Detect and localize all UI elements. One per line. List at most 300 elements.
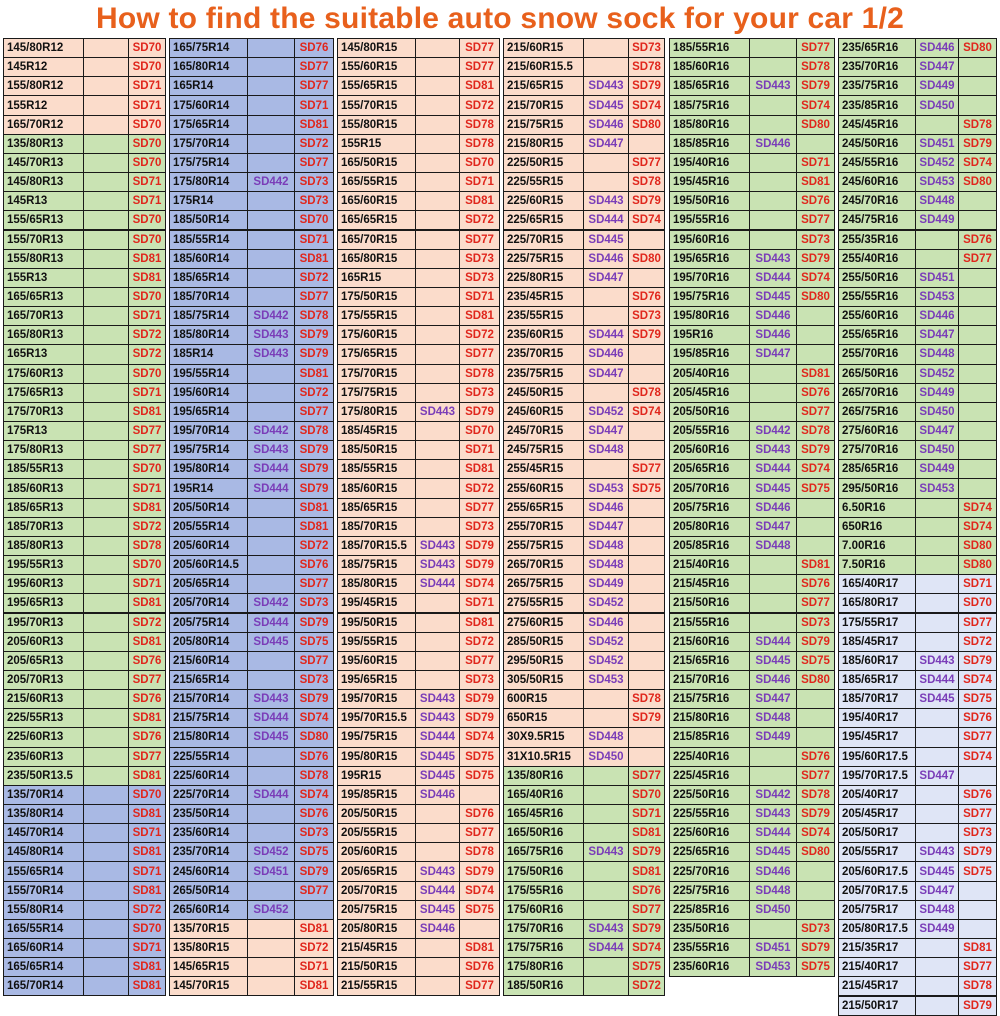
tire-size: 185/65R15 — [338, 499, 416, 517]
sock-code-alt: SD446 — [584, 250, 629, 268]
table-row — [3, 57, 166, 77]
sock-code: SD81 — [132, 961, 162, 974]
sock-code: SD70 — [963, 597, 992, 610]
tire-size: 225/50R15 — [504, 154, 584, 172]
table-row — [169, 613, 334, 633]
tire-size: 155/80R14 — [4, 901, 84, 919]
sock-code: SD78 — [632, 176, 661, 189]
tire-size: 175/70R13 — [4, 403, 84, 421]
sock-code-alt: SD452 — [584, 633, 629, 651]
sock-code: SD72 — [963, 635, 992, 648]
sock-code-alt — [416, 58, 460, 76]
sock-code-alt: SD443 — [416, 537, 460, 555]
tire-size: 235/55R16 — [670, 939, 750, 957]
table-row — [169, 823, 334, 843]
sock-code-alt: SD449 — [750, 728, 797, 746]
tire-size: 235/45R15 — [504, 288, 584, 306]
tire-size: 165R15 — [338, 269, 416, 287]
sock-code-alt: SD446 — [916, 39, 959, 57]
tire-size: 205/70R15 — [338, 882, 416, 900]
sock-code — [629, 135, 664, 153]
table-row — [337, 191, 500, 211]
tire-size: 195/60R17.5 — [839, 748, 916, 766]
sock-code-alt — [584, 882, 629, 900]
sock-code: SD70 — [132, 156, 162, 169]
sock-code-alt: SD448 — [584, 728, 629, 746]
tire-size: 255/35R16 — [839, 231, 916, 249]
sock-code-alt — [84, 728, 129, 746]
table-row — [3, 325, 166, 345]
tire-size: 185/55R14 — [170, 231, 248, 249]
sock-code: SD81 — [465, 942, 494, 955]
tire-size: 175/70R16 — [504, 920, 584, 938]
tire-size: 195/55R14 — [170, 365, 248, 383]
tire-size: 255/75R15 — [504, 537, 584, 555]
sock-code-alt — [84, 58, 129, 76]
sock-code — [959, 479, 996, 497]
tire-size: 245/70R16 — [839, 192, 916, 210]
table-row — [669, 938, 835, 958]
sock-code-alt — [750, 575, 797, 593]
tire-size: 185/65R17 — [839, 671, 916, 689]
sock-code-alt — [84, 135, 129, 153]
sock-code: SD70 — [465, 156, 494, 169]
sock-code-alt — [248, 805, 295, 823]
sock-code-alt — [248, 403, 295, 421]
sock-code-alt — [750, 403, 797, 421]
sock-code: SD74 — [632, 214, 661, 227]
sock-code: SD73 — [801, 922, 830, 935]
table-row — [838, 861, 997, 881]
sock-code: SD70 — [132, 788, 162, 801]
table-row — [838, 268, 997, 288]
sock-code — [797, 326, 834, 344]
table-row — [503, 555, 665, 575]
table-row — [337, 708, 500, 728]
sock-code-alt — [84, 882, 129, 900]
sock-code-alt — [84, 365, 129, 383]
sock-code-alt: SD443 — [750, 250, 797, 268]
tire-size: 175/65R14 — [170, 116, 248, 134]
table-row — [838, 996, 997, 1016]
sock-code-alt — [84, 690, 129, 708]
tire-size: 6.50R16 — [839, 499, 916, 517]
sock-code: SD71 — [132, 80, 162, 93]
sock-code-alt: SD444 — [248, 614, 295, 632]
tire-size: 165/70R15 — [338, 231, 416, 249]
table-row — [3, 804, 166, 824]
sock-code-alt — [84, 154, 129, 172]
sock-code — [629, 671, 664, 689]
tire-size: 235/50R16 — [670, 920, 750, 938]
tire-size: 195R14 — [170, 479, 248, 497]
tire-size: 165/80R15 — [338, 250, 416, 268]
sock-code: SD78 — [465, 137, 494, 150]
sock-code-alt — [84, 77, 129, 95]
table-row — [337, 727, 500, 747]
sock-code — [959, 882, 996, 900]
sock-code — [629, 518, 664, 536]
table-row — [169, 957, 334, 977]
tire-size: 215/70R14 — [170, 690, 248, 708]
table-row — [337, 881, 500, 901]
table-row — [669, 727, 835, 747]
sock-code-alt — [416, 422, 460, 440]
table-row — [503, 172, 665, 192]
sock-code: SD74 — [801, 463, 830, 476]
tire-size: 205/50R14 — [170, 499, 248, 517]
tire-size: 215/60R15 — [504, 39, 584, 57]
table-row — [169, 670, 334, 690]
tire-size: 225/65R15 — [504, 211, 584, 229]
sock-code-alt — [584, 862, 629, 880]
sock-code: SD75 — [963, 865, 992, 878]
table-row — [838, 115, 997, 135]
table-row — [503, 689, 665, 709]
table-row — [3, 957, 166, 977]
page-title: How to find the suitable auto snow sock for your car 1/2 — [96, 2, 904, 35]
table-row — [169, 210, 334, 230]
sock-code-alt — [750, 556, 797, 574]
table-row — [838, 344, 997, 364]
sock-code: SD81 — [299, 367, 329, 380]
table-row — [337, 478, 500, 498]
sock-code: SD76 — [963, 233, 992, 246]
sock-code: SD78 — [801, 425, 830, 438]
sock-code: SD79 — [632, 712, 661, 725]
table-row — [503, 881, 665, 901]
sock-code: SD71 — [299, 233, 329, 246]
sock-code: SD70 — [132, 61, 162, 74]
tire-size: 175/80R16 — [504, 958, 584, 976]
table-row — [669, 919, 835, 939]
sock-code-alt: SD450 — [916, 96, 959, 114]
table-row — [838, 785, 997, 805]
sock-code-alt: SD444 — [416, 728, 460, 746]
table-row — [838, 823, 997, 843]
table-row — [3, 689, 166, 709]
tire-size: 305/50R15 — [504, 671, 584, 689]
sock-code: SD75 — [465, 769, 494, 782]
table-row — [169, 766, 334, 786]
sock-code: SD77 — [801, 405, 830, 418]
sock-code-alt — [416, 633, 460, 651]
table-row — [503, 268, 665, 288]
tire-size: 215/60R15.5 — [504, 58, 584, 76]
sock-code-alt: SD449 — [584, 575, 629, 593]
table-row — [669, 593, 835, 613]
table-row — [503, 708, 665, 728]
sock-code-alt: SD442 — [248, 422, 295, 440]
sock-code-alt — [416, 652, 460, 670]
sock-code: SD70 — [132, 463, 162, 476]
table-row — [337, 670, 500, 690]
tire-size: 245/50R15 — [504, 384, 584, 402]
tire-size: 265/70R16 — [839, 384, 916, 402]
sock-code-alt — [416, 269, 460, 287]
table-row — [337, 804, 500, 824]
sock-code-alt: SD443 — [248, 326, 295, 344]
table-row — [3, 498, 166, 518]
table-row — [838, 593, 997, 613]
sock-code: SD76 — [299, 42, 329, 55]
table-row — [3, 402, 166, 422]
sock-code — [797, 537, 834, 555]
sock-code: SD79 — [801, 635, 830, 648]
sock-code: SD81 — [465, 310, 494, 323]
sock-code-alt — [416, 824, 460, 842]
sock-code: SD71 — [465, 291, 494, 303]
sock-code: SD71 — [465, 444, 494, 457]
sock-code: SD76 — [132, 731, 162, 744]
tire-size: 185/45R17 — [839, 633, 916, 651]
tire-size: 245/75R16 — [839, 211, 916, 229]
table-row — [503, 191, 665, 211]
table-row — [669, 76, 835, 96]
sock-code — [959, 767, 996, 785]
sock-code — [295, 901, 333, 919]
sock-code: SD72 — [632, 980, 661, 993]
sock-code-alt — [416, 250, 460, 268]
sock-code-alt — [416, 499, 460, 517]
table-row — [169, 498, 334, 518]
sock-code: SD77 — [465, 348, 494, 361]
sock-code-alt: SD447 — [916, 422, 959, 440]
tire-size: 215/70R15 — [504, 96, 584, 114]
table-row — [337, 900, 500, 920]
sock-code-alt: SD447 — [584, 422, 629, 440]
sock-code — [797, 345, 834, 363]
sock-code-alt — [84, 920, 129, 938]
table-row — [503, 364, 665, 384]
sock-code: SD73 — [465, 520, 494, 533]
tire-size: 135/80R16 — [504, 767, 584, 785]
sock-code-alt — [84, 537, 129, 555]
tire-size: 165/45R16 — [504, 805, 584, 823]
sock-code: SD71 — [963, 578, 992, 591]
sock-code: SD73 — [465, 271, 494, 284]
tire-size: 235/60R16 — [670, 958, 750, 976]
sock-code: SD70 — [299, 214, 329, 227]
table-row — [669, 957, 835, 977]
tire-size: 255/45R15 — [504, 460, 584, 478]
table-row — [169, 632, 334, 652]
sock-code-alt — [84, 173, 129, 191]
tire-size: 145/65R15 — [170, 958, 248, 976]
table-row — [169, 881, 334, 901]
table-row — [669, 574, 835, 594]
table-row — [669, 785, 835, 805]
table-row — [337, 498, 500, 518]
sock-code-alt — [916, 575, 959, 593]
tire-size: 215/75R16 — [670, 690, 750, 708]
sock-code-alt: SD452 — [584, 652, 629, 670]
table-row — [3, 230, 166, 250]
sock-code: SD77 — [801, 597, 830, 610]
tire-size: 175R13 — [4, 422, 84, 440]
sock-code: SD71 — [299, 961, 329, 974]
sock-code-alt — [416, 192, 460, 210]
table-row — [3, 478, 166, 498]
sock-code: SD73 — [299, 176, 329, 189]
table-row — [838, 440, 997, 460]
tire-size: 235/60R14 — [170, 824, 248, 842]
tire-size: 195/45R16 — [670, 173, 750, 191]
tire-size: 195/70R15 — [338, 690, 416, 708]
sock-code-alt — [84, 652, 129, 670]
sock-code-alt — [916, 231, 959, 249]
sock-code: SD75 — [963, 693, 992, 706]
sock-code-alt — [84, 403, 129, 421]
tire-size: 215/70R16 — [670, 671, 750, 689]
sock-code: SD74 — [632, 942, 661, 955]
sock-code: SD74 — [963, 501, 992, 514]
table-row — [169, 38, 334, 58]
sock-code: SD77 — [801, 769, 830, 782]
tire-size: 215/60R13 — [4, 690, 84, 708]
sock-code: SD79 — [632, 195, 661, 208]
sock-code-alt: SD444 — [416, 575, 460, 593]
table-row — [838, 747, 997, 767]
table-row — [503, 38, 665, 58]
table-row — [838, 134, 997, 154]
sock-code: SD78 — [465, 118, 494, 131]
table-row — [337, 785, 500, 805]
sock-code-alt: SD450 — [916, 441, 959, 459]
tire-size: 205/60R14 — [170, 537, 248, 555]
table-row — [669, 555, 835, 575]
sock-code: SD73 — [299, 674, 329, 686]
sock-code-alt: SD448 — [916, 345, 959, 363]
tire-size: 165/80R14 — [170, 58, 248, 76]
tire-size: 215/50R16 — [670, 594, 750, 612]
tire-size: 135/70R14 — [4, 786, 84, 804]
table-row — [669, 861, 835, 881]
table-row — [838, 249, 997, 269]
table-row — [169, 249, 334, 269]
sock-code: SD77 — [299, 654, 329, 667]
table-row — [838, 670, 997, 690]
tire-size: 205/70R17.5 — [839, 882, 916, 900]
sock-code: SD76 — [299, 559, 329, 572]
sock-code: SD74 — [299, 712, 329, 725]
tire-size: 245/60R14 — [170, 862, 248, 880]
sock-code: SD81 — [299, 501, 329, 514]
tire-size: 185R14 — [170, 345, 248, 363]
table-row — [3, 268, 166, 288]
table-row — [669, 823, 835, 843]
sock-code-alt — [416, 154, 460, 172]
tire-size: 185/50R14 — [170, 211, 248, 229]
sock-code-alt — [84, 345, 129, 363]
tire-size: 185/70R17 — [839, 690, 916, 708]
table-row — [503, 383, 665, 403]
tire-size: 205/50R17 — [839, 824, 916, 842]
tire-size: 165/70R13 — [4, 307, 84, 325]
tire-size: 195/45R17 — [839, 728, 916, 746]
table-row — [669, 287, 835, 307]
sock-code: SD76 — [801, 750, 830, 763]
table-row — [503, 478, 665, 498]
tire-size: 185/80R14 — [170, 326, 248, 344]
sock-code-alt — [248, 116, 295, 134]
sock-code-alt: SD444 — [750, 824, 797, 842]
table-row — [169, 478, 334, 498]
sock-code: SD77 — [963, 616, 992, 629]
tire-size: 195/50R16 — [670, 192, 750, 210]
tire-size: 195/75R15 — [338, 728, 416, 746]
table-row — [337, 842, 500, 862]
sock-code: SD71 — [132, 386, 162, 399]
table-row — [669, 191, 835, 211]
sock-code — [629, 633, 664, 651]
table-row — [503, 344, 665, 364]
sock-code: SD81 — [132, 405, 162, 418]
sock-code: SD80 — [632, 118, 661, 131]
table-row — [169, 804, 334, 824]
sock-code-alt: SD444 — [750, 460, 797, 478]
sock-code: SD74 — [632, 99, 661, 112]
sock-code: SD72 — [465, 482, 494, 495]
tire-size: 205/55R14 — [170, 518, 248, 536]
sock-code-alt: SD447 — [750, 345, 797, 363]
table-row — [669, 38, 835, 58]
sock-code-alt — [84, 460, 129, 478]
tire-size: 155R12 — [4, 96, 84, 114]
sock-code-alt — [248, 269, 295, 287]
sock-code-alt: SD444 — [584, 326, 629, 344]
tire-size: 195/65R16 — [670, 250, 750, 268]
sock-code: SD71 — [132, 827, 162, 840]
table-row — [838, 383, 997, 403]
tire-size: 165/65R15 — [338, 211, 416, 229]
sock-code-alt — [84, 958, 129, 976]
tire-size: 195/55R13 — [4, 556, 84, 574]
table-row — [169, 440, 334, 460]
sock-code-alt: SD451 — [750, 939, 797, 957]
tire-size: 275/60R16 — [839, 422, 916, 440]
table-row — [169, 708, 334, 728]
sock-code: SD71 — [132, 310, 162, 323]
tire-size: 245/60R15 — [504, 403, 584, 421]
table-row — [337, 440, 500, 460]
table-row — [3, 861, 166, 881]
table-row — [838, 766, 997, 786]
sock-code-alt: SD443 — [248, 441, 295, 459]
sock-code-alt: SD452 — [248, 843, 295, 861]
table-row — [669, 383, 835, 403]
tire-size: 195/60R14 — [170, 384, 248, 402]
tire-size: 255/55R16 — [839, 288, 916, 306]
sock-code: SD76 — [632, 291, 661, 303]
sock-code-alt — [248, 39, 295, 57]
sock-code: SD78 — [299, 425, 329, 438]
table-row — [838, 191, 997, 211]
table-row — [669, 708, 835, 728]
tire-size: 195/70R17.5 — [839, 767, 916, 785]
sock-code: SD74 — [801, 99, 830, 112]
sock-code: SD79 — [632, 80, 661, 93]
table-row — [669, 900, 835, 920]
table-row — [337, 651, 500, 671]
sock-code: SD75 — [632, 961, 661, 974]
sock-code: SD77 — [963, 961, 992, 974]
table-row — [503, 861, 665, 881]
sock-code-alt: SD443 — [416, 709, 460, 727]
sock-code-alt: SD452 — [916, 365, 959, 383]
tire-size: 185/70R15.5 — [338, 537, 416, 555]
tire-size: 165/80R13 — [4, 326, 84, 344]
